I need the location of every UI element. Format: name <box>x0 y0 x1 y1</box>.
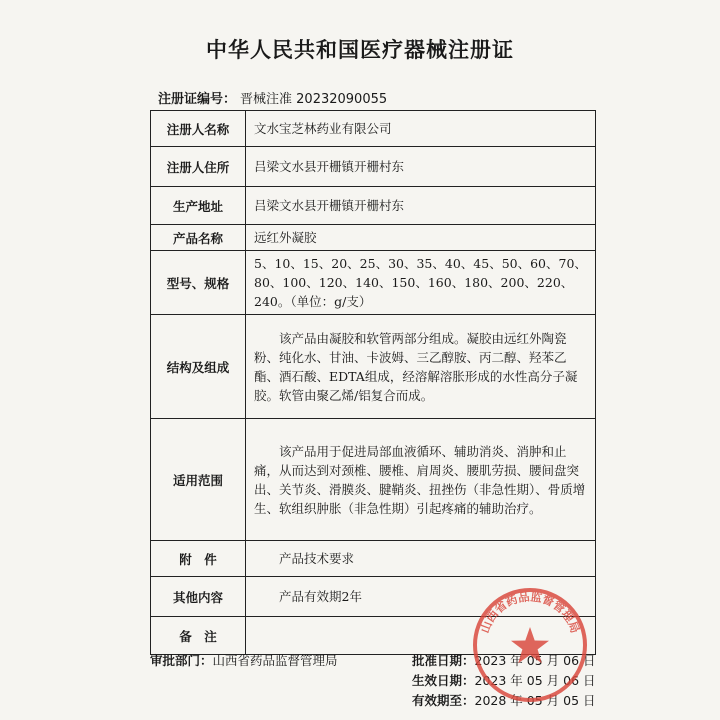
row-key: 生产地址 <box>151 187 246 225</box>
table-row <box>151 111 596 147</box>
row-value: 文水宝芝林药业有限公司 <box>246 111 596 147</box>
registration-number-value: 晋械注准 20232090055 <box>240 92 388 107</box>
row-key: 注册人名称 <box>151 111 246 147</box>
approval-authority-label: 审批部门： <box>150 653 213 668</box>
row-key: 其他内容 <box>151 577 246 617</box>
approval-date-label: 批准日期： <box>412 653 475 668</box>
approval-date-value: 2023 年 05 月 06 日 <box>474 653 596 668</box>
table-row <box>151 419 596 541</box>
table-row <box>151 187 596 225</box>
approval-authority <box>150 651 338 669</box>
effective-date-label: 生效日期： <box>412 673 475 688</box>
row-key: 备 注 <box>151 617 246 655</box>
table-row <box>151 251 596 315</box>
seal-star-icon <box>511 627 549 663</box>
row-key: 注册人住所 <box>151 147 246 187</box>
row-value: 产品技术要求 <box>246 541 596 577</box>
registration-number <box>158 88 387 107</box>
row-key: 适用范围 <box>151 419 246 541</box>
row-value: 吕梁文水县开栅镇开栅村东 <box>246 147 596 187</box>
row-value: 吕梁文水县开栅镇开栅村东 <box>246 187 596 225</box>
row-key: 型号、规格 <box>151 251 246 315</box>
row-key: 结构及组成 <box>151 315 246 419</box>
table-row <box>151 147 596 187</box>
table-row <box>151 315 596 419</box>
registration-number-label: 注册证编号： <box>158 92 237 107</box>
expiry-date-label: 有效期至： <box>412 693 475 708</box>
approval-authority-value: 山西省药品监督管理局 <box>212 653 338 668</box>
certificate-title: 中华人民共和国医疗器械注册证 <box>206 38 514 62</box>
seal-text: 山西省药品监督管理局 <box>477 589 583 635</box>
row-key: 产品名称 <box>151 225 246 251</box>
row-value: 远红外凝胶 <box>246 225 596 251</box>
official-seal <box>470 585 590 705</box>
table-row <box>151 225 596 251</box>
table-row <box>151 541 596 577</box>
row-value: 5、10、15、20、25、30、35、40、45、50、60、70、80、100、120、140、150、160、180、200、220、240。（单位：g/支） <box>246 251 596 315</box>
row-value: 该产品用于促进局部血液循环、辅助消炎、消肿和止痛，从而达到对颈椎、腰椎、肩周炎、腰肌劳损、腰间盘突出、关节炎、滑膜炎、腱鞘炎、扭挫伤（非急性期）、骨质增生、软组织肿胀（非急性期）引起疼痛的辅助治疗。 <box>246 419 596 541</box>
row-key: 附 件 <box>151 541 246 577</box>
certificate-table <box>150 110 596 655</box>
row-value: 该产品由凝胶和软管两部分组成。凝胶由远红外陶瓷粉、纯化水、甘油、卡波姆、三乙醇胺、丙二醇、羟苯乙酯、酒石酸、EDTA组成，经溶解溶胀形成的水性高分子凝胶。软管由聚乙烯/铝复合而成。 <box>246 315 596 419</box>
row-value: 产品有效期2年 <box>246 577 596 617</box>
effective-date-value: 2023 年 05 月 06 日 <box>474 673 596 688</box>
expiry-date-value: 2028 年 05 月 05 日 <box>474 693 596 708</box>
